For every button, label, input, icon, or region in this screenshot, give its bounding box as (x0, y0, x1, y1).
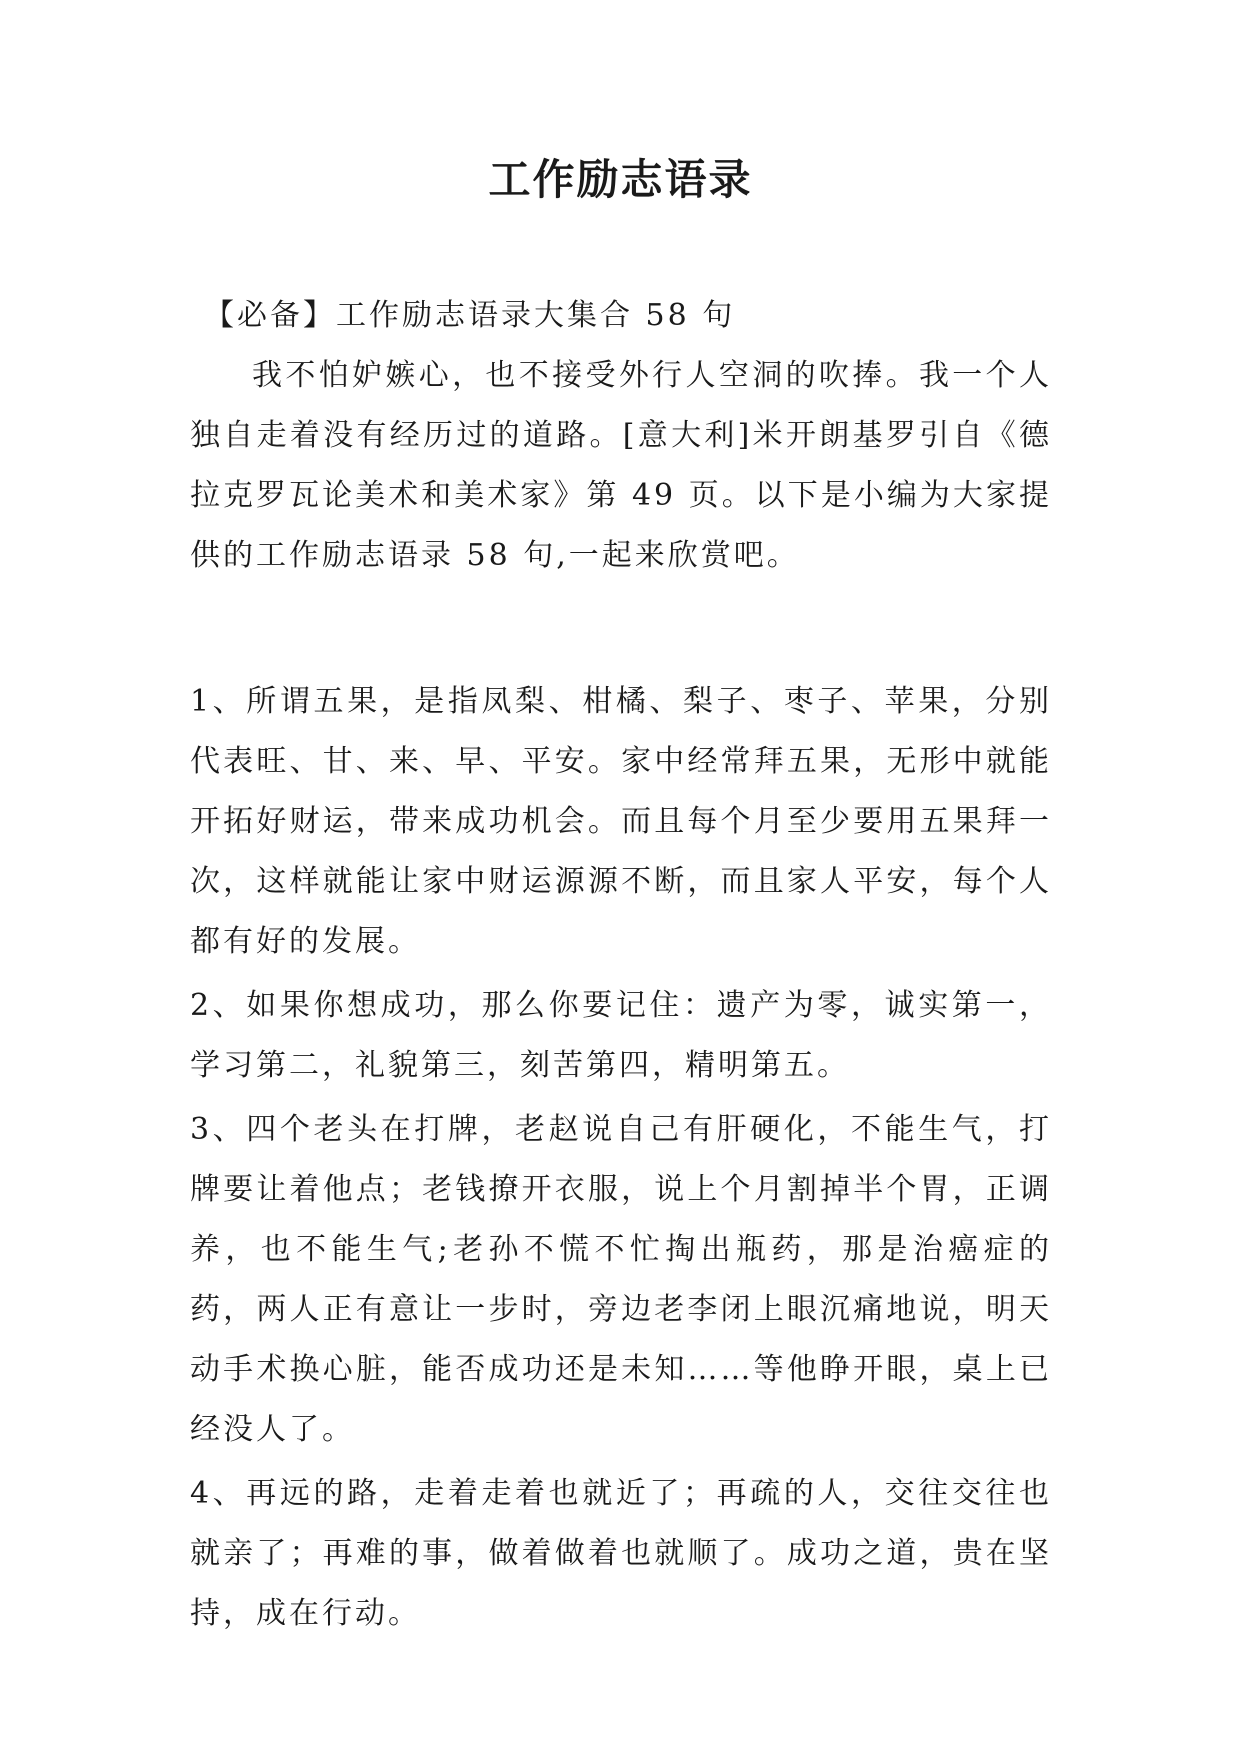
document-subtitle: 【必备】工作励志语录大集合 58 句 (204, 298, 736, 333)
document-body (190, 286, 1052, 1644)
document-title: 工作励志语录 (488, 155, 753, 204)
quote-item-1: 1、所谓五果，是指凤梨、柑橘、梨子、枣子、苹果，分别代表旺、甘、来、早、平安。家中经常拜五果，无形中就能开拓好财运，带来成功机会。而且每个月至少要用五果拜一次，这样就能让家中财运源源不断，而且家人平安，每个人都有好的发展。 (190, 684, 1052, 959)
intro-paragraph: 我不怕妒嫉心，也不接受外行人空洞的吹捧。我一个人独自走着没有经历过的道路。[意大利]米开朗基罗引自《德拉克罗瓦论美术和美术家》第 49 页。以下是小编为大家提供的工作励志语录 58 句,一起来欣赏吧。 (190, 358, 1052, 573)
quote-item-2: 2、如果你想成功，那么你要记住：遗产为零，诚实第一，学习第二，礼貌第三，刻苦第四，精明第五。 (190, 988, 1052, 1083)
quote-list (190, 672, 1052, 1644)
paragraph-gap (190, 586, 1052, 672)
quote-item-3: 3、四个老头在打牌，老赵说自己有肝硬化，不能生气，打牌要让着他点；老钱撩开衣服，说上个月割掉半个胃，正调养，也不能生气;老孙不慌不忙掏出瓶药，那是治癌症的药，两人正有意让一步时，旁边老李闭上眼沉痛地说，明天动手术换心脏，能否成功还是未知……等他睁开眼，桌上已经没人了。 (190, 1112, 1052, 1447)
quote-item-4: 4、再远的路，走着走着也就近了；再疏的人，交往交往也就亲了；再难的事，做着做着也就顺了。成功之道，贵在坚持，成在行动。 (190, 1476, 1052, 1631)
